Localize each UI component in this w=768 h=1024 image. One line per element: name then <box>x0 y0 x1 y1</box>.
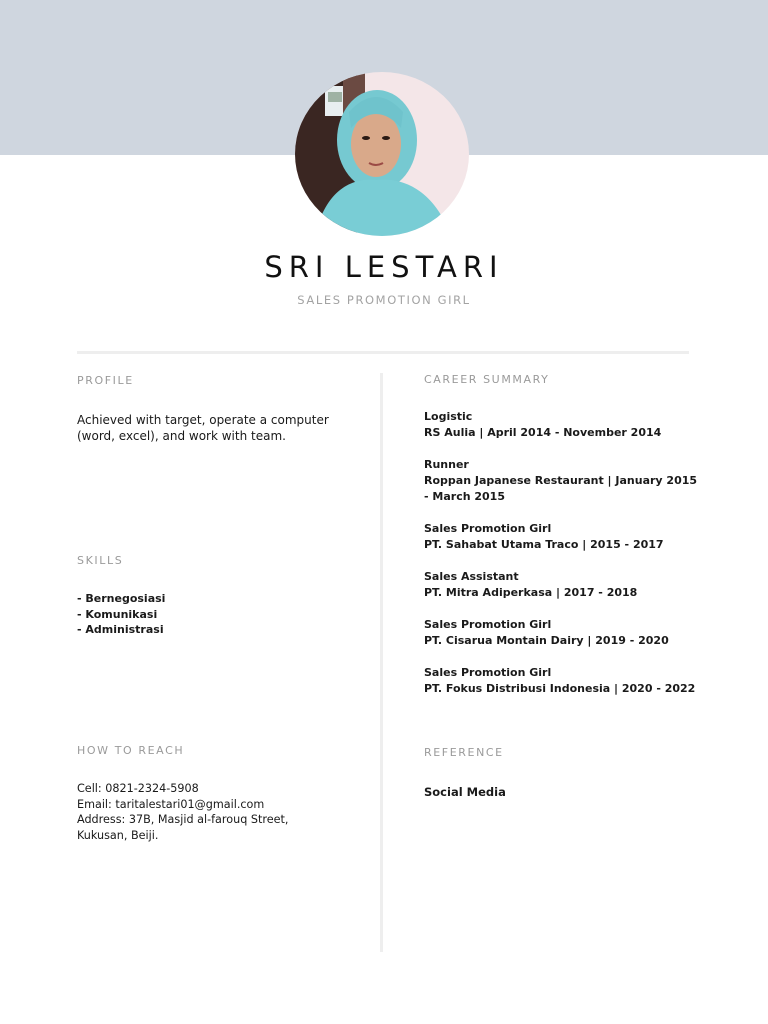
skill-item: - Administrasi <box>77 623 164 636</box>
skills-list <box>77 591 327 638</box>
career-heading: CAREER SUMMARY <box>424 373 550 386</box>
career-detail: RS Aulia | April 2014 - November 2014 <box>424 426 662 439</box>
skill-item: - Komunikasi <box>77 607 158 621</box>
contact-email: Email: taritalestari01@gmail.com <box>77 797 265 811</box>
job-title: SALES PROMOTION GIRL <box>297 293 471 307</box>
reference-heading: REFERENCE <box>424 746 504 759</box>
career-role: Sales Promotion Girl <box>424 666 552 679</box>
profile-heading: PROFILE <box>77 374 134 387</box>
vertical-divider <box>380 373 383 952</box>
skill-item: - Bernegosiasi <box>77 592 166 605</box>
career-entry <box>424 617 699 649</box>
career-entry <box>424 457 699 505</box>
career-detail: PT. Cisarua Montain Dairy | 2019 - 2020 <box>424 634 669 647</box>
career-entry <box>424 569 699 601</box>
skills-heading: SKILLS <box>77 554 124 567</box>
contact-list <box>77 781 337 843</box>
career-detail: Roppan Japanese Restaurant | January 2015 - March 2015 <box>424 474 698 503</box>
candidate-name: SRI LESTARI <box>264 250 504 284</box>
contact-address: Address: 37B, Masjid al-farouq Street, Kukusan, Beiji. <box>77 813 289 842</box>
career-detail: PT. Sahabat Utama Traco | 2015 - 2017 <box>424 538 664 551</box>
career-role: Sales Promotion Girl <box>424 522 552 535</box>
horizontal-divider <box>77 351 689 354</box>
career-detail: PT. Mitra Adiperkasa | 2017 - 2018 <box>424 586 638 599</box>
profile-photo <box>295 72 469 236</box>
contact-heading: HOW TO REACH <box>77 744 185 757</box>
profile-text: Achieved with target, operate a computer (word, excel), and work with team. <box>77 413 329 443</box>
career-entry <box>424 665 699 697</box>
career-role: Sales Promotion Girl <box>424 618 552 631</box>
career-role: Sales Assistant <box>424 570 519 583</box>
career-entry <box>424 521 699 553</box>
reference-text: Social Media <box>424 785 506 799</box>
career-role: Logistic <box>424 410 473 423</box>
career-list <box>424 409 699 713</box>
portrait-image <box>295 72 469 236</box>
contact-phone: Cell: 0821-2324-5908 <box>77 782 199 795</box>
career-detail: PT. Fokus Distribusi Indonesia | 2020 - 2022 <box>424 682 696 695</box>
career-entry <box>424 409 699 441</box>
career-role: Runner <box>424 458 469 471</box>
